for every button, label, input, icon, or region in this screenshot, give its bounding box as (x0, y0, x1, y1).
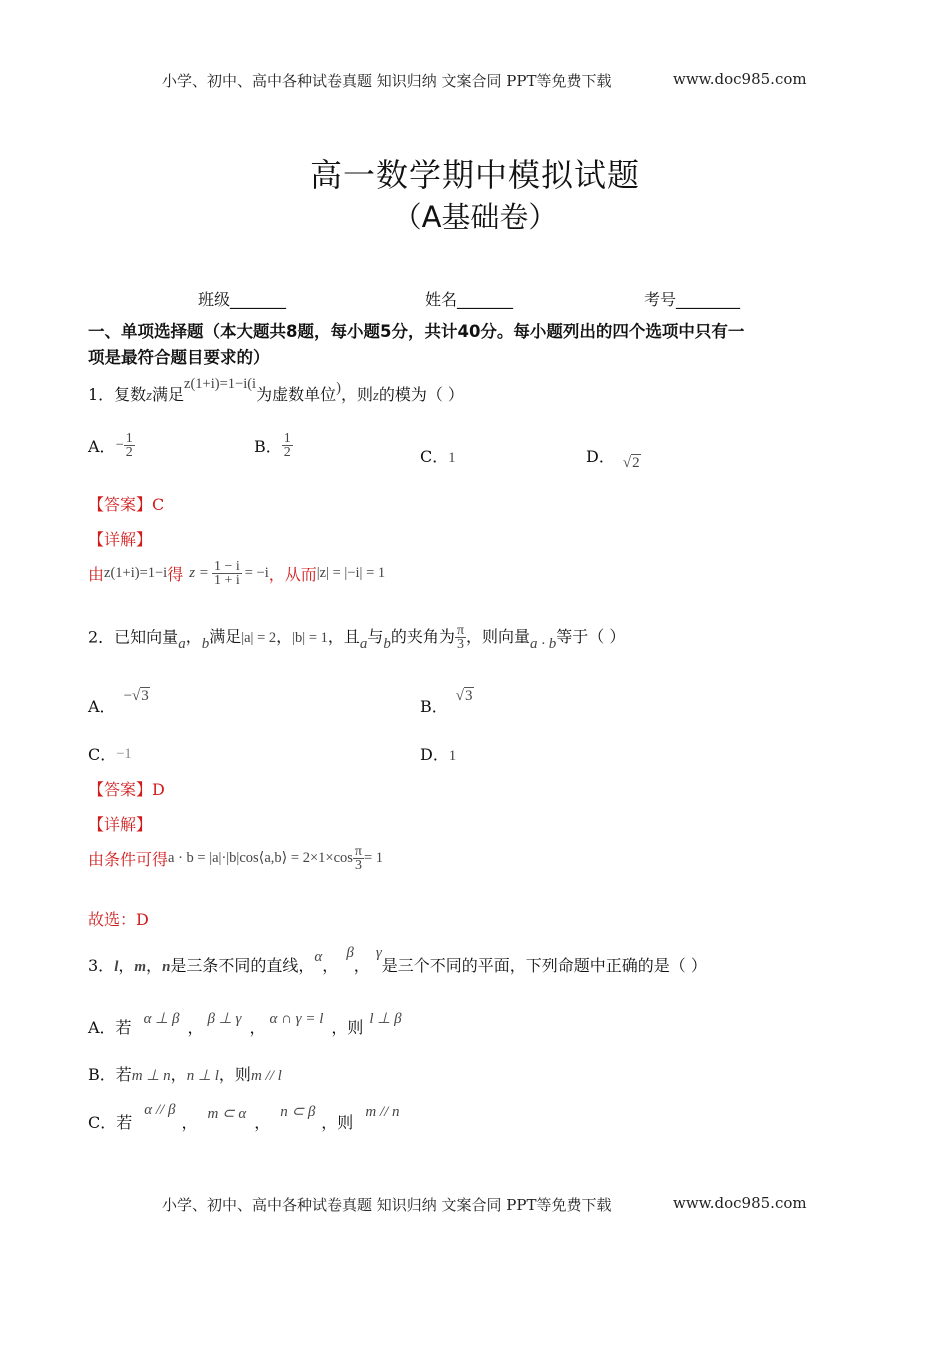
q1-option-b[interactable]: B． $\frac{1}{2}$ (254, 431, 291, 460)
q1-detail: 由z(1+i)=1−i得 z = $\frac{1 - i}{1 + i}$ = −i，从而|z| = |−i| = 1 (88, 559, 386, 588)
header-text: 小学、初中、高中各种试卷真题 知识归纳 文案合同 PPT等免费下载 (162, 72, 612, 90)
footer-text: 小学、初中、高中各种试卷真题 知识归纳 文案合同 PPT等免费下载 (162, 1196, 612, 1214)
q1-option-c[interactable]: C．1 (420, 447, 456, 466)
section-heading-line2: 项是最符合题目要求的） (88, 348, 270, 367)
q1-option-a[interactable]: A．− $\frac{1}{2}$ (88, 431, 133, 460)
exam-number-field: 考号________ (644, 290, 741, 309)
q2-option-c[interactable]: C．−1 (88, 745, 132, 764)
page-title: 高一数学期中模拟试题 (309, 156, 640, 194)
footer-url[interactable]: www.doc985.com (673, 1194, 807, 1212)
q2-detail-tag: 【详解】 (88, 815, 153, 834)
q1-option-d[interactable]: D． √2 (586, 447, 640, 471)
q1-detail-tag: 【详解】 (88, 530, 153, 549)
q1-answer: 【答案】C (88, 495, 165, 514)
name-field: 姓名_______ (425, 290, 514, 309)
q3-option-b[interactable]: B．若m ⊥ n，n ⊥ l，则m // l (88, 1065, 282, 1084)
question-1: 1．复数z满足z(1+i)=1−i(i为虚数单位)，则z的模为（ ） (88, 376, 464, 404)
page-subtitle: （A基础卷） (392, 200, 558, 234)
q2-detail: 由条件可得a · b = |a|·|b|cos⟨a,b⟩ = 2×1×cos $\frac{\pi}{3}$ = 1 (88, 844, 384, 873)
q2-option-b[interactable]: B．√3 (420, 688, 473, 716)
q3-option-a[interactable]: A．若 α ⊥ β ， β ⊥ γ ， α ∩ γ = l ，则 l ⊥ β (88, 1011, 402, 1037)
question-2: 2．已知向量a，b满足|a| = 2，|b| = 1，且a与b的夹角为 $\frac{\pi}{3}$ ，则向量a · b等于（ ） (88, 623, 626, 652)
q2-option-d[interactable]: D．1 (420, 745, 457, 764)
header-url[interactable]: www.doc985.com (673, 70, 807, 88)
q3-option-c[interactable]: C．若α // β， m ⊂ α ，n ⊂ β，则m // n (88, 1102, 400, 1132)
class-field: 班级_______ (198, 290, 287, 309)
question-3: 3．l，m，n是三条不同的直线，α，β，γ是三个不同的平面，下列命题中正确的是（ ） (88, 945, 707, 975)
section-heading-line1: 一、单项选择题（本大题共8题，每小题5分，共计40分。每小题列出的四个选项中只有一 (88, 322, 745, 341)
q2-answer: 【答案】D (88, 780, 165, 799)
q2-conclusion: 故选：D (88, 910, 149, 929)
q2-option-a[interactable]: A．−√3 (88, 688, 149, 716)
